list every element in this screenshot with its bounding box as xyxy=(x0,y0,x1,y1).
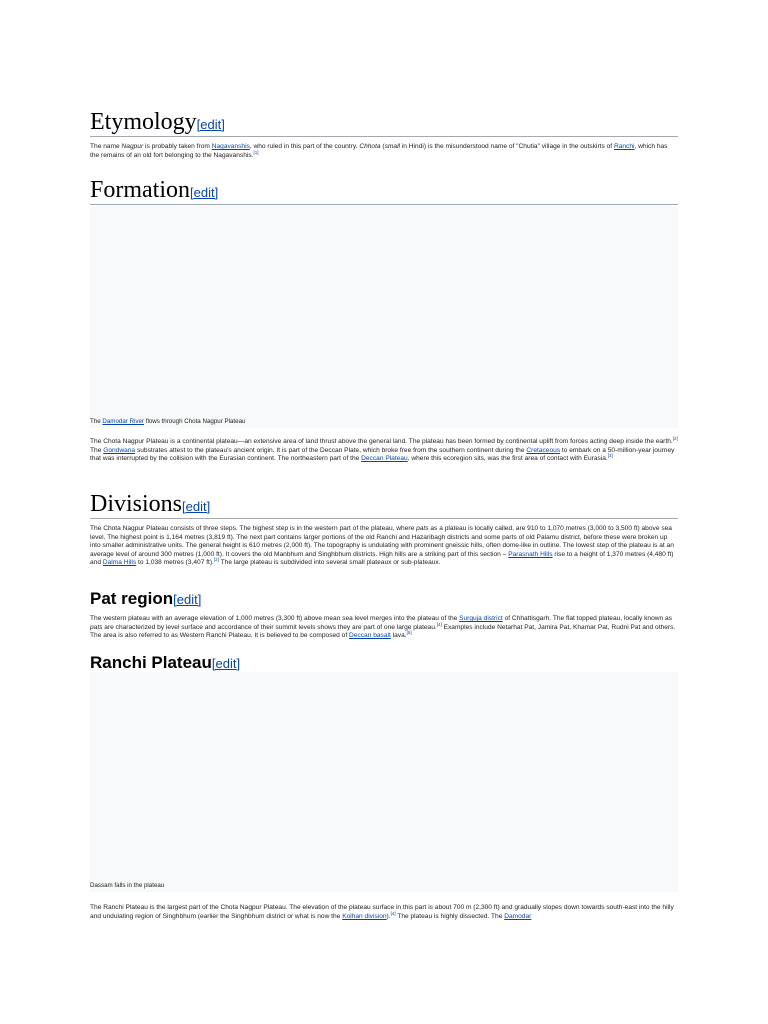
reference-link[interactable]: [3] xyxy=(607,453,613,458)
heading-rule xyxy=(90,518,678,519)
formation-paragraph: The Chota Nagpur Plateau is a continental plateau—an extensive area of land thrust above the general land. The plateau has been formed by continental uplift from forces acting deep inside the earth.[2] The Gondwana substrates attest to the plateau's ancient origin. It is part of the Deccan Plate, which broke free from the southern continent during the Cretaceous to embark on a 50-million-year journey that was interrupted by the collision with the Eurasian continent. The northeastern part of the Deccan Plateau, where this ecoregion sits, was the first area of contact with Eurasia.[3] xyxy=(90,435,678,463)
link-deccan-basalt[interactable]: Deccan basalt xyxy=(349,632,391,640)
edit-link-etymology[interactable]: [edit] xyxy=(196,117,225,132)
link-dalma-hills[interactable]: Dalma Hills xyxy=(102,559,137,567)
divisions-paragraph: The Chota Nagpur Plateau consists of three steps. The highest step is in the western part of the plateau, where pats as a plateau is locally called, are 910 to 1,070 metres (3,000 to 3,500 ft) above sea level. The highest point is 1,164 metres (3,819 ft). The next part contains larger portions of the old Ranchi and Hazaribagh districts and some parts of old Palamu district, before these were broken up into smaller administrative units. The general height is 610 metres (2,000 ft). The topography is undulating with prominent gneissic hills, often dome-like in outline. The lowest step of the plateau is at an average level of around 300 metres (1,000 ft). It covers the old Manbhum and Singhbhum districts. High hills are a striking part of this section – Parasnath Hills rise to a height of 1,370 metres (4,480 ft) and Dalma Hills to 1,038 metres (3,407 ft).[2] The large plateau is subdivided into several small plateaux or sub-plateaux. xyxy=(90,525,674,567)
link-deccan-plateau[interactable]: Deccan Plateau xyxy=(361,455,408,463)
figure-dassam-falls xyxy=(90,672,678,892)
link-damodar-river[interactable]: Damodar River xyxy=(102,418,144,425)
heading-ranchi-plateau: Ranchi Plateau[edit] xyxy=(90,653,241,672)
reference-link[interactable]: [5] xyxy=(406,630,412,635)
reference-link[interactable]: [4] xyxy=(436,621,442,627)
etymology-paragraph: The name Nagpur is probably taken from Nagavanshis, who ruled in this part of the country. Chhota (small in Hindi) is the misunderstood name of "Chutia" village in the outskirts of Ranchi, which has the remains of an old fort belonging to the Nagavanshis.[1] xyxy=(90,143,668,159)
edit-link-pat-region[interactable]: [edit] xyxy=(173,592,202,607)
link-surguja-district[interactable]: Surguja district xyxy=(459,615,503,622)
reference-link[interactable]: [4] xyxy=(390,910,396,916)
reference-link[interactable]: [2] xyxy=(672,435,678,441)
link-ranchi[interactable]: Ranchi xyxy=(613,143,635,150)
link-nagavanshis[interactable]: Nagavanshis xyxy=(211,143,250,150)
link-cretaceous[interactable]: Cretaceous xyxy=(526,446,561,454)
edit-link-divisions[interactable]: [edit] xyxy=(182,499,211,514)
link-kolhan-division[interactable]: Kolhan division xyxy=(342,912,387,920)
figure-caption: The Damodar River flows through Chota Nagpur Plateau xyxy=(90,418,246,425)
heading-pat-region: Pat region[edit] xyxy=(90,589,202,608)
link-parasnath-hills[interactable]: Parasnath Hills xyxy=(508,550,553,558)
reference-link[interactable]: [1] xyxy=(253,149,259,155)
edit-link-formation[interactable]: [edit] xyxy=(190,185,219,200)
heading-etymology: Etymology[edit] xyxy=(90,109,225,135)
pat-region-paragraph: The western plateau with an average elevation of 1,000 metres (3,300 ft) above mean sea level merges into the plateau of the Surguja district of Chhattisgarh. The flat topped plateau, locally known as pats are characterized by level surface and accordance of their summit levels shows they are part of one large plateau.[4] Examples include Netarhat Pat, Jamira Pat, Khamar Pat, Rudni Pat and others. The area is also referred to as Western Ranchi Plateau. It is believed to be composed of Deccan basalt lava.[5] xyxy=(90,615,676,640)
link-damodar[interactable]: Damodar xyxy=(504,912,532,920)
heading-divisions: Divisions[edit] xyxy=(90,491,211,517)
figure-damodar-river xyxy=(90,206,678,428)
heading-rule xyxy=(90,136,678,137)
heading-rule xyxy=(90,204,678,205)
edit-link-ranchi-plateau[interactable]: [edit] xyxy=(211,656,241,671)
reference-link[interactable]: [2] xyxy=(213,557,219,563)
heading-formation: Formation[edit] xyxy=(90,177,219,203)
figure-caption: Dassam falls in the plateau xyxy=(90,882,165,889)
link-gondwana[interactable]: Gondwana xyxy=(103,446,136,454)
ranchi-plateau-paragraph: The Ranchi Plateau is the largest part of the Chota Nagpur Plateau. The elevation of the plateau surface in this part is about 700 m (2,300 ft) and gradually slopes down towards south-east into the hilly and undulating region of Singhbhum (earlier the Singhbhum district or what is now the Kolhan division).[4] The plateau is highly dissected. The Damodar xyxy=(90,904,674,920)
